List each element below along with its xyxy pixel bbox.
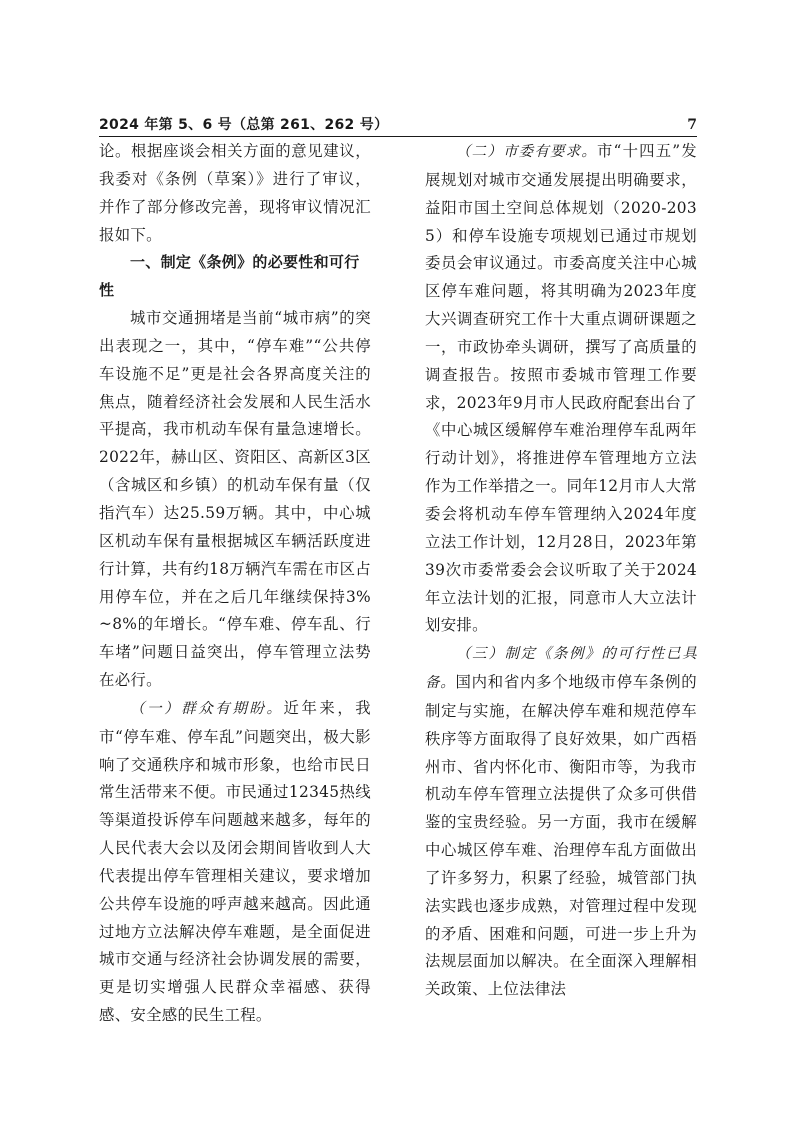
running-header: [99, 116, 697, 138]
page-number: 7: [687, 117, 697, 133]
subsection-3-text: 国内和省内多个地级市停车条例的制定与实施，在解决停车难和规范停车秩序等方面取得了良好效果，如广西梧州市、省内怀化市、衡阳市等，为我市机动车停车管理立法提供了众多可供借鉴的宝贵经验。另一方面，我市在缓解中心城区停车难、治理停车乱方面做出了许多努力，积累了经验，城管部门执法实践也逐步成熟，对管理过程中发现的矛盾、困难和问题，可进一步上升为法规层面加以解决。在全面深入理解相关政策、上位法律法: [425, 673, 697, 999]
background-paragraph: 城市交通拥堵是当前“城市病”的突出表现之一，其中，“停车难”“公共停车设施不足”更是社会各界高度关注的焦点，随着经济社会发展和人民生活水平提高，我市机动车保有量急速增长。2022年，赫山区、资阳区、高新区3区（含城区和乡镇）的机动车保有量（仅指汽车）达25.59万辆。其中，中心城区机动车保有量根据城区车辆活跃度进行计算，共有约18万辆汽车需在市区占用停车位，并在之后几年继续保持3%~8%的年增长。“停车难、停车乱、行车堵”问题日益突出，停车管理立法势在必行。: [99, 309, 371, 690]
header-divider: [99, 136, 697, 137]
subsection-3-lead: （三）制定《条例》的可行性已具备。: [425, 646, 697, 692]
subsection-1-text: 近年来，我市“停车难、停车乱”问题突出，极大影响了交通秩序和城市形象，也给市民日常生活带来不便。市民通过12345热线等渠道投诉停车问题越来越多，每年的人民代表大会以及闭会期间皆收到人大代表提出停车管理相关建议，要求增加公共停车设施的呼声越来越高。因此通过地方立法解决停车难题，是全面促进城市交通与经济社会协调发展的需要，更是切实增强人民群众幸福感、获得感、安全感的民生工程。: [99, 698, 371, 1025]
subsection-3-paragraph: [425, 640, 697, 1004]
left-column: [99, 138, 371, 1030]
continued-paragraph: 论。根据座谈会相关方面的意见建议，我委对《条例（草案）》进行了审议，并作了部分修改完善，现将审议情况汇报如下。: [99, 142, 371, 244]
subsection-1-lead: （一）群众有期盼。: [130, 700, 284, 717]
journal-issue-label: 2024 年第 5、6 号（总第 261、262 号）: [99, 117, 389, 133]
subsection-2-paragraph: [425, 138, 697, 640]
subsection-2-lead: （二）市委有要求。: [456, 144, 597, 160]
subsection-1-paragraph: [99, 695, 371, 1030]
right-column: [425, 138, 697, 1004]
subsection-2-text: 市“十四五”发展规划对城市交通发展提出明确要求，益阳市国土空间总体规划（2020-2035）和停车设施专项规划已通过市规划委员会审议通过。市委高度关注中心城区停车难问题，将其明确为2023年度大兴调查研究工作十大重点调研课题之一，市政协牵头调研，撰写了高质量的调查报告。按照市委城市管理工作要求，2023年9月市人民政府配套出台了《中心城区缓解停车难治理停车乱两年行动计划》，将推进停车管理地方立法作为工作举措之一。同年12月市人大常委会将机动车停车管理纳入2024年度立法工作计划，12月28日，2023年第39次市委常委会会议听取了关于2024年立法计划的汇报，同意市人大立法计划安排。: [425, 142, 697, 635]
section-heading: 一、制定《条例》的必要性和可行性: [99, 253, 360, 300]
